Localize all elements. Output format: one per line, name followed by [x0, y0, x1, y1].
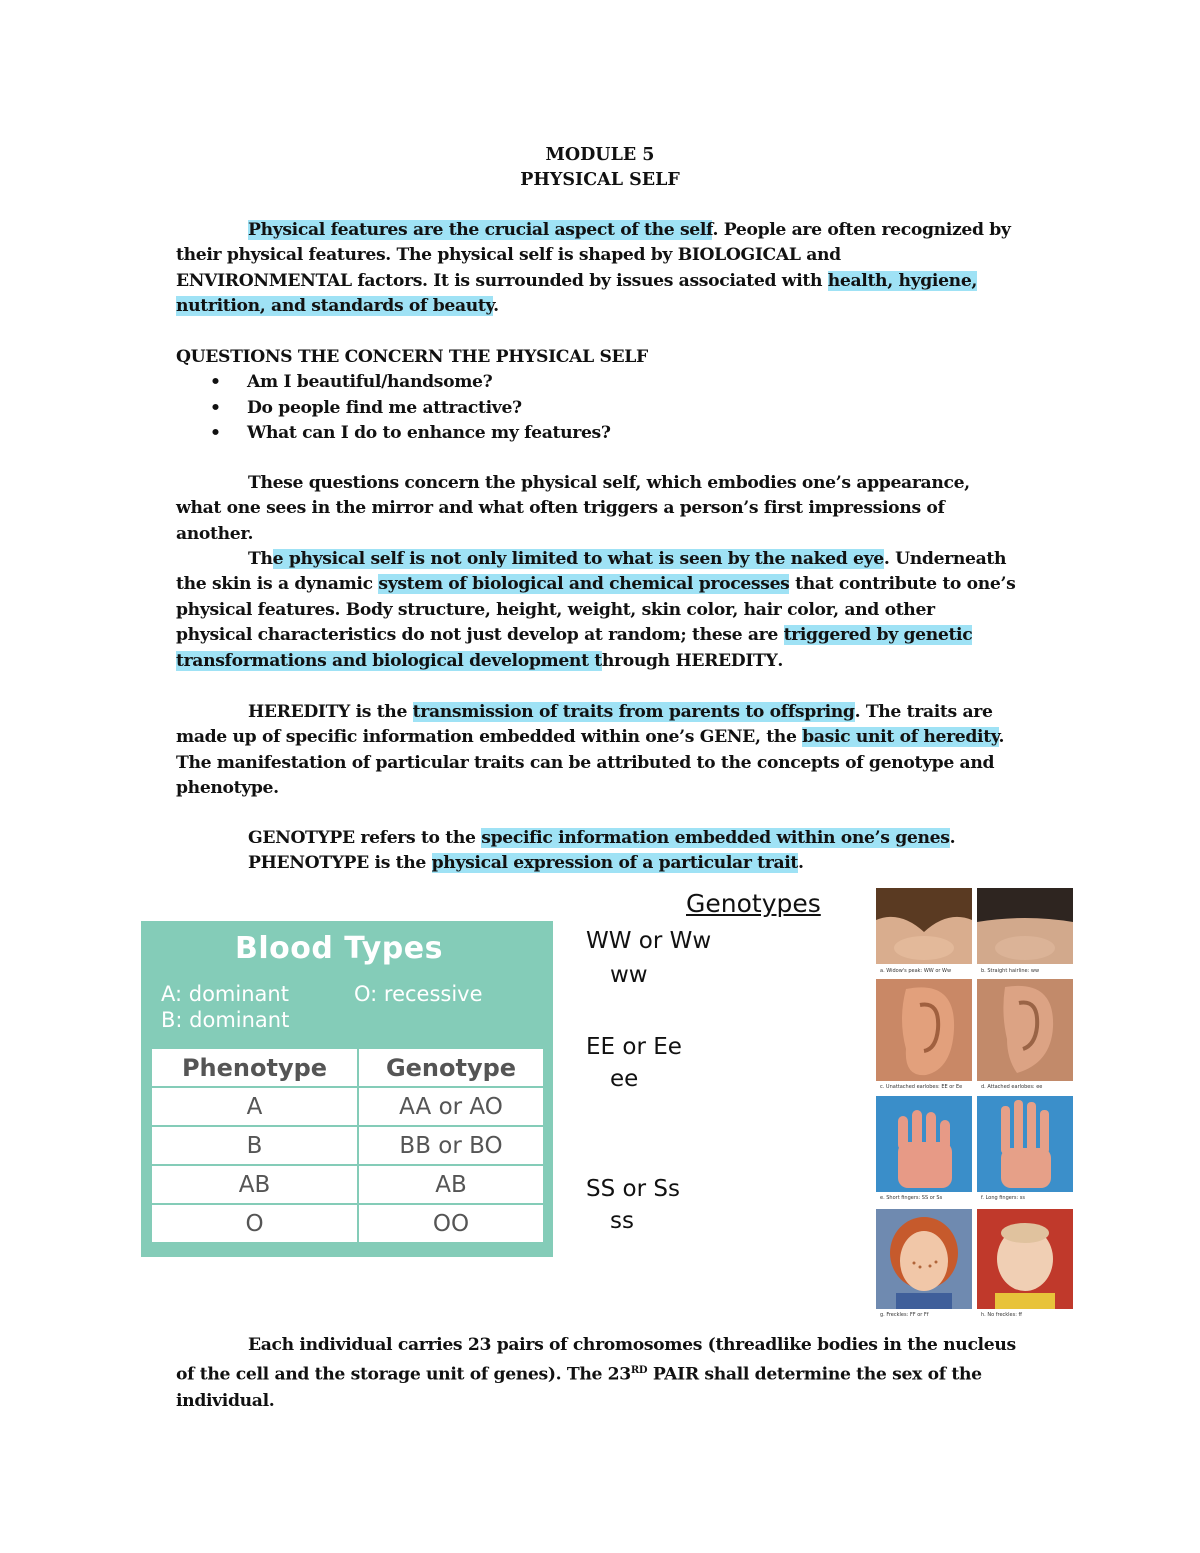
- no-freckles-photo: [977, 1209, 1073, 1309]
- text-run: is the: [368, 853, 432, 874]
- table-row: [151, 1204, 544, 1243]
- highlight: health, hygiene, nutrition, and standards of beauty: [176, 270, 978, 317]
- heredity-paragraph: [176, 700, 1016, 802]
- concern-paragraph: [176, 471, 1016, 547]
- table-row: [151, 1126, 544, 1165]
- photo-caption: d. Attached earlobes: ee: [981, 1084, 1043, 1090]
- widows-peak-photo: [876, 888, 972, 964]
- straight-hairline-photo: [977, 888, 1073, 964]
- text-run: refers to the: [354, 828, 482, 848]
- photo-caption: h. No freckles: ff: [981, 1312, 1022, 1318]
- text-run: Each individual carries 23 pairs of chromosomes (threadlike bodies in the nucleus of the cell and the storage unit of genes). The 23: [176, 1335, 1016, 1386]
- text-run: .: [949, 828, 956, 848]
- column-header: Genotype: [358, 1048, 544, 1087]
- highlight: triggered by genetic transformations and biological development t: [176, 625, 973, 671]
- text-run: hrough: [601, 650, 676, 671]
- rule-a: A: dominant: [161, 982, 289, 1006]
- freckles-photo: [876, 1209, 972, 1309]
- blood-types-card: [141, 921, 553, 1257]
- genotypes-title: Genotypes: [686, 889, 821, 918]
- blood-types-title: Blood Types: [235, 931, 443, 966]
- column-header: Phenotype: [151, 1048, 358, 1087]
- dominance-rules: [161, 981, 289, 1033]
- table-cell: BB or BO: [358, 1126, 544, 1165]
- highlight: basic unit of heredity: [802, 727, 999, 748]
- photo-caption: b. Straight hairline: ww: [981, 968, 1040, 974]
- genotype-recessive: ee: [610, 1066, 639, 1092]
- long-fingers-photo: [977, 1096, 1073, 1192]
- text-run: factors. It is surrounded by issues associated with: [351, 270, 828, 291]
- genotype-dominant: EE or Ee: [586, 1034, 682, 1060]
- list-item: • Do people find me attractive?: [176, 396, 1016, 421]
- bold-run: GENOTYPE: [248, 828, 355, 848]
- text-run: . The traits are made up of specific information embedded within one’s: [176, 702, 993, 748]
- table-row: [151, 1165, 544, 1204]
- text-run: is the: [349, 702, 413, 722]
- bold-run: GENE: [699, 727, 755, 748]
- text-run: . People are often recognized by their physical features. The physical self is shaped by: [176, 220, 1011, 266]
- table-cell: O: [151, 1204, 358, 1243]
- rule-o: O: recessive: [354, 982, 483, 1006]
- text-run: .: [777, 650, 784, 671]
- genotype-dominant: SS or Ss: [586, 1176, 680, 1202]
- genotype-recessive: ss: [610, 1208, 634, 1234]
- text-run: shall determine the sex of the individual.: [176, 1365, 982, 1411]
- photo-caption: f. Long fingers: ss: [981, 1195, 1025, 1201]
- bold-run: HEREDITY: [675, 650, 778, 671]
- photo-caption: g. Freckles: FF or Ff: [880, 1312, 929, 1318]
- table-cell: A: [151, 1087, 358, 1126]
- highlight: e physical self is not only limited to what is seen by the naked eye: [272, 549, 884, 569]
- highlight: physical expression of a particular trait: [431, 853, 799, 874]
- text-run: . Underneath the skin is a dynamic: [176, 549, 1007, 595]
- photo-caption: c. Unattached earlobes: EE or Ee: [880, 1084, 963, 1090]
- intro-paragraph: [176, 218, 1016, 320]
- table-cell: AA or AO: [358, 1087, 544, 1126]
- rule-b: B: dominant: [161, 1008, 290, 1032]
- module-number: MODULE 5: [545, 145, 655, 165]
- table-header-row: [151, 1048, 544, 1087]
- text-run: .: [493, 296, 499, 317]
- highlight: specific information embedded within one’s genes: [481, 828, 950, 848]
- bold-run: HEREDITY: [248, 702, 350, 722]
- list-item: • What can I do to enhance my features?: [176, 421, 1016, 446]
- blood-types-table: [150, 1047, 545, 1244]
- text-run: .: [798, 853, 804, 874]
- bold-run: PAIR: [647, 1365, 699, 1386]
- list-item: • Am I beautiful/handsome?: [176, 370, 1016, 395]
- questions-list: [176, 370, 1016, 446]
- bold-run: PHENOTYPE: [248, 853, 369, 874]
- short-fingers-photo: [876, 1096, 972, 1192]
- bold-run: BIOLOGICAL and ENVIRONMENTAL: [176, 245, 841, 291]
- text-run: . The manifestation of particular traits can be attributed to the concepts of genotype and phenotype.: [176, 727, 1005, 799]
- text-run: , the: [754, 727, 803, 748]
- questions-heading: QUESTIONS THE CONCERN THE PHYSICAL SELF: [176, 347, 648, 367]
- questions-section: [176, 345, 1016, 447]
- unattached-earlobe-photo: [876, 979, 972, 1081]
- underneath-paragraph: [176, 547, 1016, 674]
- text-run: These questions concern the physical self, which embodies one’s appearance, what one sees in the mirror and what often triggers a person’s first impressions of another.: [176, 473, 970, 544]
- highlight: Physical features are the crucial aspect of the self: [248, 220, 713, 240]
- table-cell: AB: [151, 1165, 358, 1204]
- highlight: transmission of traits from parents to offspring: [412, 702, 855, 722]
- photo-caption: a. Widow's peak: WW or Ww: [880, 968, 952, 974]
- genotype-recessive: ww: [610, 962, 648, 988]
- genotype-dominant: WW or Ww: [586, 928, 712, 954]
- attached-earlobe-photo: [977, 979, 1073, 1081]
- genotype-definition: [176, 826, 1016, 877]
- photo-caption: e. Short fingers: SS or Ss: [880, 1195, 943, 1201]
- table-cell: OO: [358, 1204, 544, 1243]
- chromosomes-paragraph: [176, 1333, 1016, 1414]
- superscript: RD: [630, 1365, 648, 1377]
- table-cell: AB: [358, 1165, 544, 1204]
- text-run: that contribute to one’s physical features. Body structure, height, weight, skin color, hair color, and other physical characteristics do not just develop at random; these are: [176, 574, 1016, 646]
- text-run: Th: [248, 549, 273, 569]
- page-title: PHYSICAL SELF: [520, 170, 680, 190]
- table-cell: B: [151, 1126, 358, 1165]
- highlight: system of biological and chemical processes: [378, 574, 790, 595]
- table-row: [151, 1087, 544, 1126]
